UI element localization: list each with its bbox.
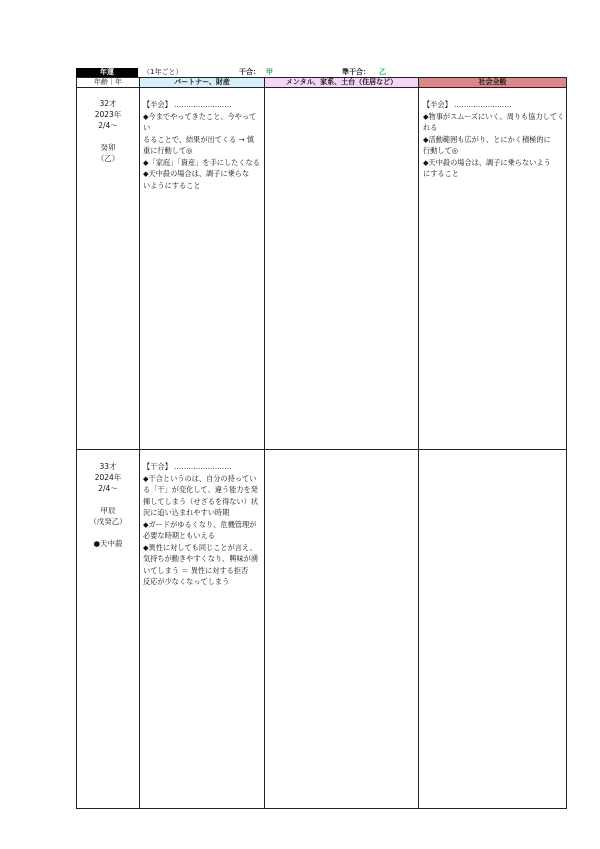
row-1-partner-line: ◆「家庭」「資産」を手にしたくなる	[143, 157, 260, 167]
page-title: 年運	[76, 68, 138, 77]
row-1-partner-line: ◆天中殺の場合は、調子に乗らな	[143, 169, 250, 178]
row-1-social-line: 行動して◎	[423, 146, 459, 155]
row-1-social-heading: 【半会】 ……………………	[423, 100, 512, 109]
row-1-kanshi: 癸卯	[100, 143, 116, 152]
row-2-partner-cell	[143, 461, 263, 588]
row-1-social-line: ◆天中殺の場合は、調子に乗らないよう	[423, 157, 551, 167]
row-2-partner-line: 反応が少なくなってしまう	[143, 577, 230, 586]
junkango-value: 乙	[379, 68, 386, 76]
column-divider	[264, 78, 265, 808]
row-2-year: 2024年	[94, 473, 122, 482]
row-1-age-cell	[77, 98, 139, 164]
column-header-social: 社会全般	[419, 78, 566, 87]
column-header-age-year: 年齢｜年	[77, 78, 139, 87]
column-header-mental: メンタル、家系、土台（住居など）	[265, 78, 418, 87]
header-bar	[76, 68, 566, 77]
kango-value: 甲	[266, 68, 273, 76]
row-1-age: 32才	[99, 99, 117, 108]
kango-label: 干合：	[239, 68, 260, 76]
fortune-table	[76, 77, 567, 809]
row-2-partner-line: 況に追い込まれやすい時期	[143, 508, 230, 517]
row-1-partner-line: ◆今までやってきたこと、今やってい	[143, 111, 257, 132]
column-divider	[139, 78, 140, 808]
row-1-social-line: れる	[423, 123, 438, 132]
row-1-sub: （乙）	[96, 154, 120, 163]
row-2-partner-line: 気持ちが動きやすくなり、興味が湧	[143, 554, 259, 563]
row-2-partner-line: 必要な時期ともいえる	[143, 531, 215, 540]
row-2-partner-line: いてしまう ＝ 異性に対する拒否	[143, 565, 249, 575]
row-1-social-line: にすること	[423, 169, 459, 178]
row-2-partner-heading: 【干合】 ……………………	[143, 462, 232, 471]
row-2-age-cell	[77, 461, 139, 549]
row-divider	[77, 449, 566, 450]
column-header-partner: パートナー、財産	[140, 78, 264, 87]
header-divider	[77, 87, 566, 88]
row-2-kanshi: 甲辰	[100, 506, 116, 515]
row-1-social-line: ◆活動範囲も広がり、とにかく積極的に	[423, 134, 551, 144]
row-2-sub: （戊癸乙）	[89, 517, 127, 526]
row-2-partner-line: る「干」が変化して、違う能力を発	[143, 485, 258, 494]
row-1-partner-line: 重に行動して◎	[143, 146, 193, 155]
junkango-label: 準干合：	[342, 68, 370, 76]
period-note: （1年ごと）	[143, 68, 183, 76]
row-1-partner-line: るることで、結果が出てくる → 慎	[143, 134, 255, 144]
row-1-partner-heading: 【半会】 ……………………	[143, 100, 232, 109]
row-2-partner-line: ◆ガードがゆるくなり、危機管理が	[143, 519, 257, 529]
row-1-social-cell	[423, 99, 565, 180]
row-2-partner-line: 揮してしまう（せざるを得ない）状	[143, 496, 259, 506]
row-2-tenchusatsu-mark: ●天中殺	[93, 539, 123, 548]
row-2-date: 2/4～	[98, 484, 118, 493]
row-1-date: 2/4～	[98, 121, 118, 130]
column-divider	[418, 78, 419, 808]
row-1-partner-line: いようにすること	[143, 180, 201, 190]
row-1-social-line: ◆物事がスムーズにいく。周りも協力してく	[423, 111, 565, 121]
row-1-year: 2023年	[94, 110, 122, 119]
row-2-age: 33才	[99, 462, 117, 471]
row-2-partner-line: ◆異性に対しても同じことが言え、	[143, 542, 257, 552]
row-2-partner-line: ◆干合というのは、自分の持ってい	[143, 473, 257, 483]
row-1-partner-cell	[143, 99, 263, 191]
